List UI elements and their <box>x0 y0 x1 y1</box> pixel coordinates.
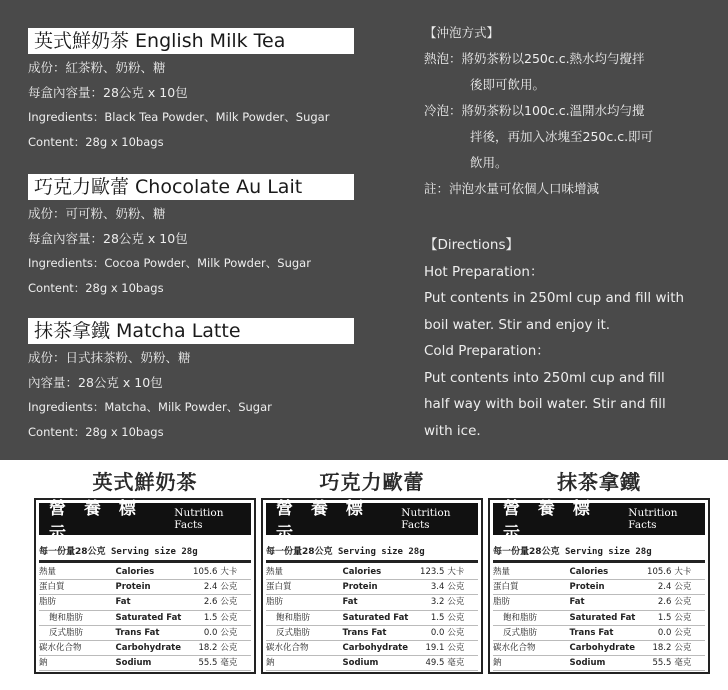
directions-line: Put contents into 250ml cup and fill <box>424 369 665 386</box>
nutrient-en: Carbohydrate <box>569 641 641 656</box>
product-ingredients-en: Ingredients：Matcha、Milk Powder、Sugar <box>28 400 272 414</box>
nutrient-value: 55.5 <box>642 656 675 671</box>
nutrition-panel-matcha <box>488 468 710 674</box>
nutrition-facts-box <box>261 498 483 674</box>
nutrient-unit: 公克 <box>674 625 705 640</box>
nutrient-en: Fat <box>342 595 414 610</box>
nutrient-unit: 公克 <box>674 595 705 610</box>
product-ingredients-en: Ingredients：Black Tea Powder、Milk Powder、Sugar <box>28 110 330 124</box>
nutrient-value: 105.6 <box>188 565 221 580</box>
nutrient-value: 0.0 <box>188 625 221 640</box>
nutrient-unit: 公克 <box>447 610 478 625</box>
brewing-cold-line: 冷泡：將奶茶粉以100c.c.溫開水均勻攪 <box>424 103 645 118</box>
nutrient-en: Sodium <box>115 656 187 671</box>
nutrient-en: Sodium <box>569 656 641 671</box>
brewing-instructions-zh <box>424 20 724 202</box>
nutrient-en: Protein <box>569 580 641 595</box>
serving-size <box>493 544 705 563</box>
nutrient-value: 55.5 <box>188 656 221 671</box>
product-content-zh: 每盒內容量：28公克 x 10包 <box>28 84 188 100</box>
nutrient-en: Saturated Fat <box>115 610 187 625</box>
table-row <box>493 610 705 625</box>
nutrient-en: Calories <box>115 565 187 580</box>
directions-line: Hot Preparation： <box>424 263 544 280</box>
nutrient-unit: 公克 <box>220 641 251 656</box>
nutrient-en: Trans Fat <box>115 625 187 640</box>
nutrition-header-en: Nutrition Facts <box>401 507 451 531</box>
nutrient-unit: 公克 <box>674 580 705 595</box>
nutrient-en: Calories <box>342 565 414 580</box>
nutrition-panel-chocolate <box>261 468 483 674</box>
serving-size-zh: 每一份量28公克 <box>266 547 333 557</box>
table-row <box>493 625 705 640</box>
product-ingredients-zh: 成份：日式抹茶粉、奶粉、糖 <box>28 350 191 365</box>
nutrient-en: Fat <box>569 595 641 610</box>
product-title: 巧克力歐蕾 Chocolate Au Lait <box>28 174 354 200</box>
product-content-en: Content：28g x 10bags <box>28 134 164 149</box>
brewing-heading: 【沖泡方式】 <box>424 25 500 40</box>
serving-size <box>39 544 251 563</box>
nutrient-unit: 公克 <box>447 625 478 640</box>
directions-line: Cold Preparation： <box>424 343 550 359</box>
nutrient-value: 3.2 <box>415 595 448 610</box>
product-ingredients-zh: 成份：可可粉、奶粉、糖 <box>28 206 166 221</box>
nutrient-en: Protein <box>115 580 187 595</box>
nutrient-zh: 蛋白質 <box>266 580 342 595</box>
product-matcha-latte <box>28 318 398 444</box>
product-english-milk-tea <box>28 28 398 154</box>
table-row <box>266 565 478 580</box>
brewing-hot-line: 熱泡：將奶茶粉以250c.c.熱水均勻攪拌 <box>424 51 645 66</box>
product-title: 英式鮮奶茶 English Milk Tea <box>28 28 354 54</box>
nutrient-value: 2.4 <box>642 580 675 595</box>
nutrient-unit: 大卡 <box>447 565 478 580</box>
nutrient-unit: 公克 <box>447 580 478 595</box>
nutrient-value: 2.6 <box>188 595 221 610</box>
table-row <box>266 580 478 595</box>
directions-line: boil water. Stir and enjoy it. <box>424 316 611 333</box>
nutrient-unit: 大卡 <box>674 565 705 580</box>
brewing-hot-line: 後即可飲用。 <box>470 77 546 92</box>
nutrient-value: 49.5 <box>415 656 448 671</box>
directions-heading: 【Directions】 <box>424 237 520 253</box>
nutrition-facts-box <box>34 498 256 674</box>
table-row <box>266 656 478 671</box>
nutrient-value: 2.4 <box>188 580 221 595</box>
nutrient-zh: 脂肪 <box>39 595 115 610</box>
nutrient-en: Saturated Fat <box>342 610 414 625</box>
nutrient-zh: 蛋白質 <box>493 580 569 595</box>
product-content-zh: 每盒內容量：28公克 x 10包 <box>28 230 188 246</box>
directions-line: with ice. <box>424 422 481 439</box>
nutrition-facts-header <box>266 499 478 544</box>
nutrient-value: 18.2 <box>642 641 675 656</box>
directions-line: Put contents in 250ml cup and fill with <box>424 290 685 306</box>
nutrient-value: 1.5 <box>415 610 448 625</box>
nutrient-unit: 公克 <box>220 625 251 640</box>
nutrient-zh: 反式脂肪 <box>493 625 569 640</box>
nutrient-value: 1.5 <box>642 610 675 625</box>
panel-title: 巧克力歐蕾 <box>319 470 425 494</box>
nutrient-en: Carbohydrate <box>115 641 187 656</box>
nutrient-unit: 公克 <box>447 595 478 610</box>
nutrient-value: 105.6 <box>642 565 675 580</box>
product-ingredients-zh: 成份：紅茶粉、奶粉、糖 <box>28 60 166 75</box>
table-row <box>266 595 478 610</box>
table-row <box>493 565 705 580</box>
nutrient-unit: 大卡 <box>220 565 251 580</box>
nutrient-en: Protein <box>342 580 414 595</box>
nutrient-unit: 公克 <box>674 610 705 625</box>
nutrition-table <box>266 565 478 671</box>
table-row <box>39 580 251 595</box>
nutrition-header-en: Nutrition Facts <box>628 507 678 531</box>
directions-line: half way with boil water. Stir and fill <box>424 396 666 412</box>
brewing-cold-line: 拌後，再加入冰塊至250c.c.即可 <box>470 129 654 144</box>
nutrient-zh: 脂肪 <box>493 595 569 610</box>
nutrient-en: Carbohydrate <box>342 641 414 656</box>
table-row <box>266 641 478 656</box>
product-content-zh: 內容量：28公克 x 10包 <box>28 374 163 390</box>
nutrient-value: 19.1 <box>415 641 448 656</box>
nutrition-header-zh: 營 養 標 示 <box>276 499 369 544</box>
panel-title: 英式鮮奶茶 <box>92 470 198 494</box>
nutrient-unit: 毫克 <box>674 656 705 671</box>
nutrient-zh: 鈉 <box>266 656 342 671</box>
table-row <box>493 641 705 656</box>
brewing-note: 註：沖泡水量可依個人口味增減 <box>424 181 600 196</box>
panel-title: 抹茶拿鐵 <box>557 470 641 494</box>
nutrient-zh: 熱量 <box>266 565 342 580</box>
nutrient-zh: 反式脂肪 <box>266 625 342 640</box>
nutrient-en: Fat <box>115 595 187 610</box>
nutrient-en: Sodium <box>342 656 414 671</box>
nutrient-zh: 蛋白質 <box>39 580 115 595</box>
nutrition-header-en: Nutrition Facts <box>174 507 224 531</box>
table-row <box>39 610 251 625</box>
table-row <box>493 656 705 671</box>
nutrition-panel-milk-tea <box>34 468 256 674</box>
nutrition-facts-box <box>488 498 710 674</box>
nutrient-zh: 反式脂肪 <box>39 625 115 640</box>
product-chocolate-au-lait <box>28 174 398 300</box>
nutrient-unit: 毫克 <box>447 656 478 671</box>
table-row <box>39 625 251 640</box>
nutrient-unit: 公克 <box>220 580 251 595</box>
nutrient-zh: 熱量 <box>39 565 115 580</box>
nutrient-unit: 公克 <box>220 610 251 625</box>
table-row <box>39 565 251 580</box>
nutrient-zh: 熱量 <box>493 565 569 580</box>
nutrient-unit: 公克 <box>220 595 251 610</box>
serving-size <box>266 544 478 563</box>
directions-en <box>424 232 724 444</box>
nutrient-en: Trans Fat <box>342 625 414 640</box>
nutrient-value: 0.0 <box>642 625 675 640</box>
nutrient-zh: 飽和脂肪 <box>493 610 569 625</box>
nutrition-header-zh: 營 養 標 示 <box>49 499 142 544</box>
product-content-en: Content：28g x 10bags <box>28 424 164 439</box>
product-title: 抹茶拿鐵 Matcha Latte <box>28 318 354 344</box>
nutrient-unit: 毫克 <box>220 656 251 671</box>
table-row <box>266 625 478 640</box>
nutrient-value: 1.5 <box>188 610 221 625</box>
table-row <box>266 610 478 625</box>
nutrient-value: 18.2 <box>188 641 221 656</box>
nutrient-en: Saturated Fat <box>569 610 641 625</box>
product-ingredients-en: Ingredients：Cocoa Powder、Milk Powder、Sugar <box>28 256 311 270</box>
serving-size-zh: 每一份量28公克 <box>493 547 560 557</box>
table-row <box>493 595 705 610</box>
nutrient-en: Trans Fat <box>569 625 641 640</box>
nutrient-value: 2.6 <box>642 595 675 610</box>
serving-size-en: Serving size 28g <box>564 547 652 557</box>
nutrition-table <box>39 565 251 671</box>
nutrient-unit: 公克 <box>674 641 705 656</box>
nutrient-zh: 脂肪 <box>266 595 342 610</box>
nutrient-zh: 飽和脂肪 <box>39 610 115 625</box>
table-row <box>493 580 705 595</box>
nutrient-value: 123.5 <box>415 565 448 580</box>
nutrient-unit: 公克 <box>447 641 478 656</box>
nutrient-en: Calories <box>569 565 641 580</box>
table-row <box>39 595 251 610</box>
nutrient-zh: 鈉 <box>39 656 115 671</box>
nutrient-zh: 碳水化合物 <box>266 641 342 656</box>
serving-size-en: Serving size 28g <box>110 547 198 557</box>
table-row <box>39 656 251 671</box>
serving-size-zh: 每一份量28公克 <box>39 547 106 557</box>
nutrient-zh: 碳水化合物 <box>39 641 115 656</box>
table-row <box>39 641 251 656</box>
nutrition-facts-header <box>493 499 705 544</box>
nutrition-header-zh: 營 養 標 示 <box>503 499 596 544</box>
serving-size-en: Serving size 28g <box>337 547 425 557</box>
nutrient-zh: 碳水化合物 <box>493 641 569 656</box>
nutrient-value: 0.0 <box>415 625 448 640</box>
nutrient-value: 3.4 <box>415 580 448 595</box>
nutrition-table <box>493 565 705 671</box>
nutrient-zh: 飽和脂肪 <box>266 610 342 625</box>
nutrition-facts-header <box>39 499 251 544</box>
product-content-en: Content：28g x 10bags <box>28 280 164 295</box>
nutrient-zh: 鈉 <box>493 656 569 671</box>
brewing-cold-line: 飲用。 <box>470 155 508 170</box>
